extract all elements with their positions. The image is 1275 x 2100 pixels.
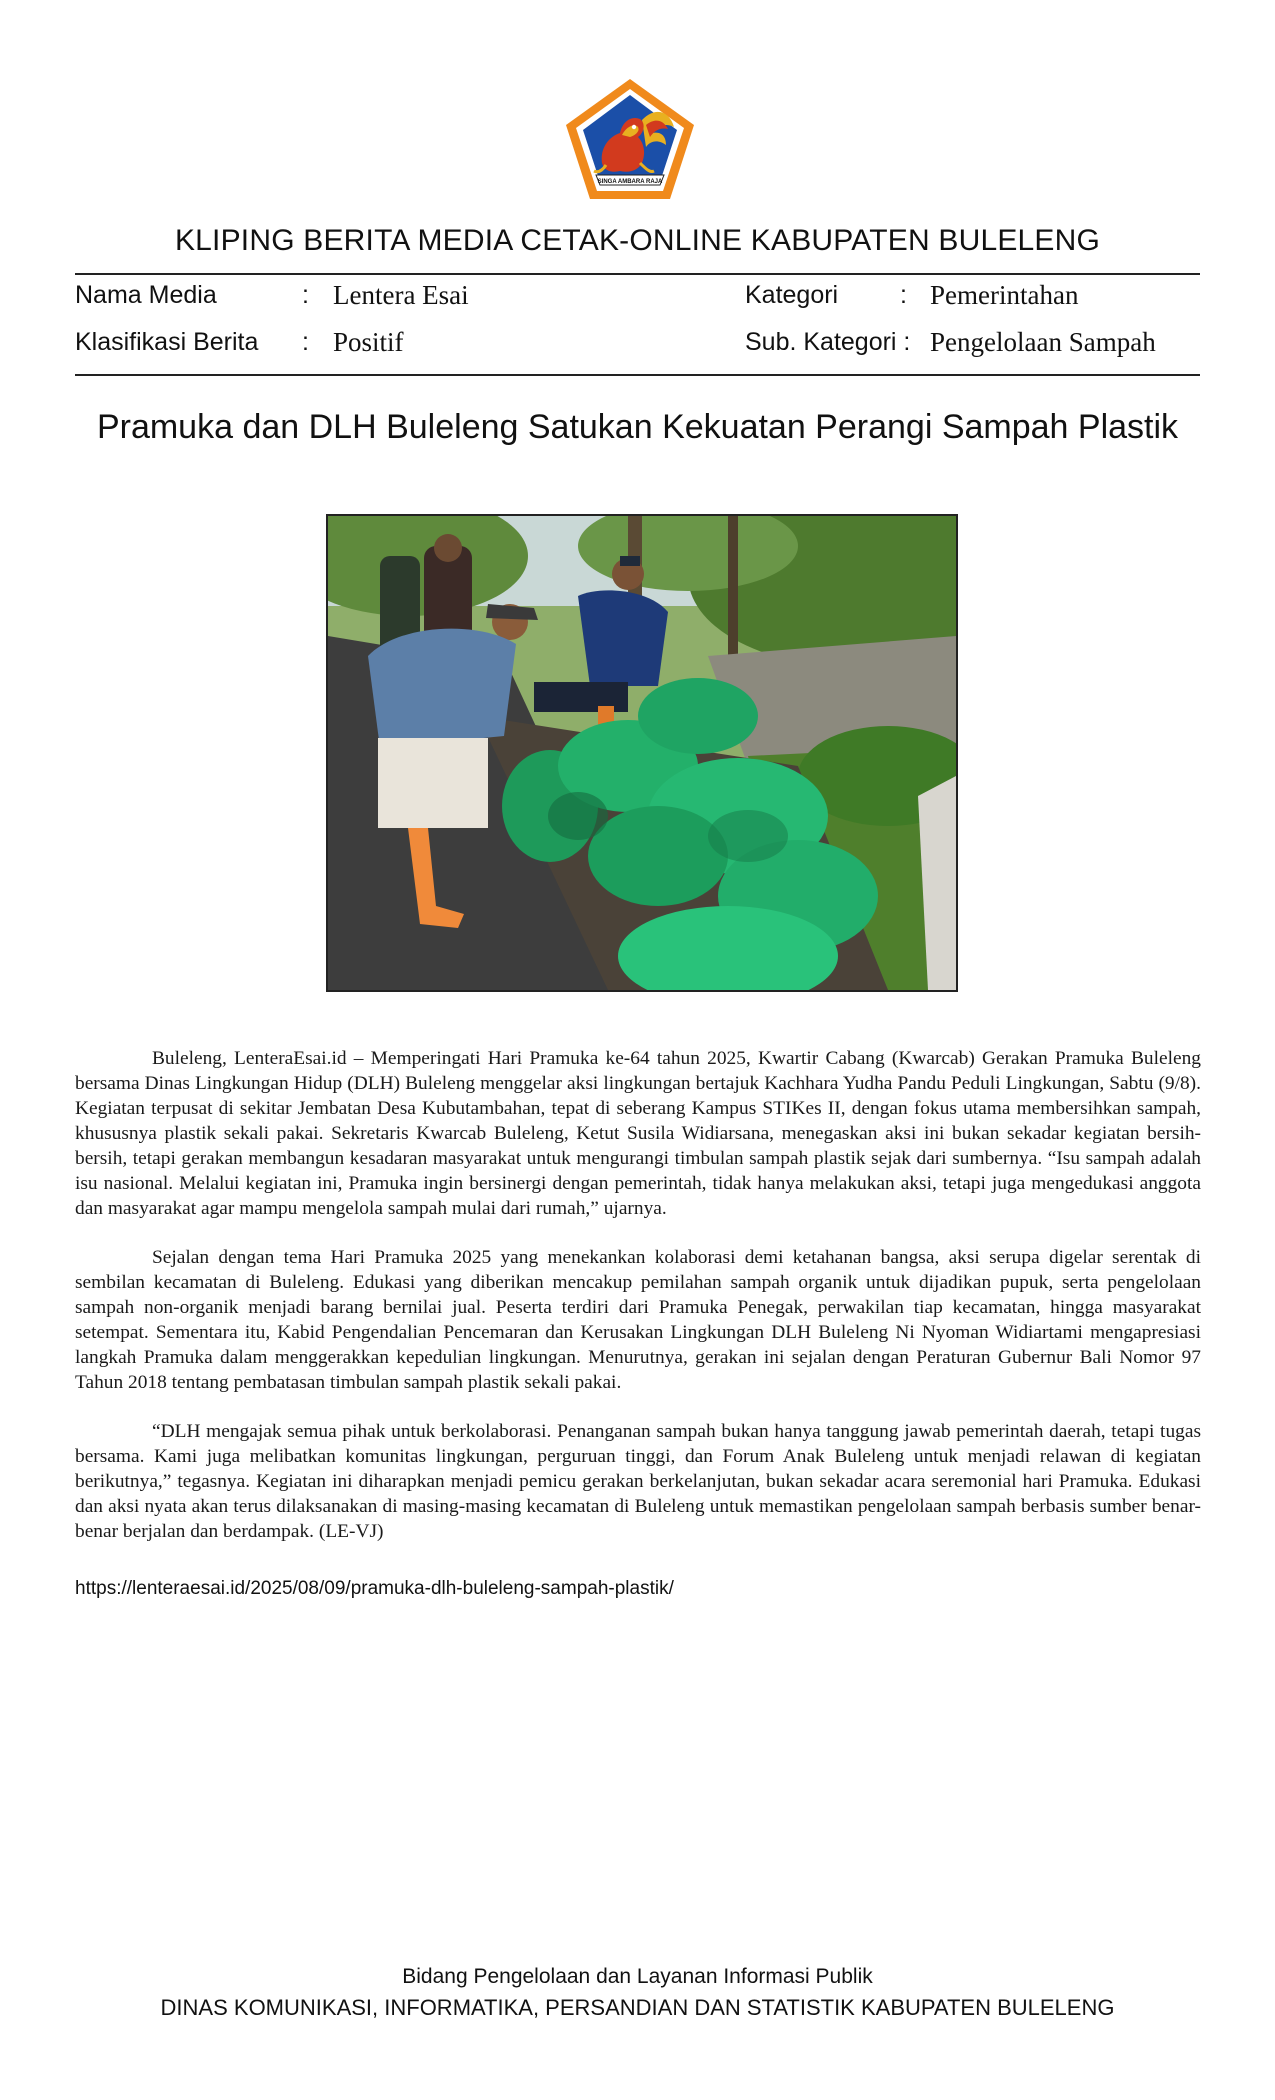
article-photo [326,514,958,992]
footer-division: Bidang Pengelolaan dan Layanan Informasi Publik [402,1965,873,1988]
article-headline: Pramuka dan DLH Buleleng Satukan Kekuatan Perangi Sampah Plastik [96,408,1179,446]
news-classification-value: Positif [333,327,404,357]
subcategory-value: Pengelolaan Sampah [930,327,1156,357]
article-paragraph-3: “DLH mengajak semua pihak untuk berkolaborasi. Penanganan sampah bukan hanya tanggung jawab pemerintah daerah, tetapi tugas bersama. Kami juga melibatkan komunitas lingkungan, perguruan tinggi, dan Forum Anak Buleleng untuk menjadi relawan di kegiatan berikutnya,” tegasnya. Kegiatan ini diharapkan menjadi pemicu gerakan berkelanjutan, bukan sekadar acara seremonial hari Pramuka. Edukasi dan aksi nyata akan terus dilaksanakan di masing-masing kecamatan di Buleleng untuk memastikan pengelolaan sampah berbasis sumber benar-benar berjalan dan berdampak. (LE-VJ) [75,1421,1201,1542]
category-colon: : [900,281,907,309]
clipping-header-title: KLIPING BERITA MEDIA CETAK-ONLINE KABUPATEN BULELENG [174,224,1101,257]
news-classification-colon: : [302,328,309,356]
media-name-value: Lentera Esai [333,280,469,310]
buleleng-regency-logo [562,75,698,203]
source-url: https://lenteraesai.id/2025/08/09/pramuka-dlh-buleleng-sampah-plastik/ [75,1578,674,1599]
category-label: Kategori [745,281,839,309]
header-divider-top [75,273,1200,275]
media-name-colon: : [302,281,309,309]
news-classification-label: Klasifikasi Berita [75,328,259,356]
media-name-label: Nama Media [75,281,217,309]
category-value: Pemerintahan [930,280,1079,310]
article-paragraph-2: Sejalan dengan tema Hari Pramuka 2025 yang menekankan kolaborasi demi ketahanan bangsa, aksi serupa digelar serentak di sembilan kecamatan di Buleleng. Edukasi yang diberikan mencakup pemilahan sampah organik untuk dijadikan pupuk, serta pengelolaan sampah non-organik menjadi barang bernilai jual. Peserta terdiri dari Pramuka Penegak, perwakilan tiap kecamatan, hingga masyarakat setempat. Sementara itu, Kabid Pengendalian Pencemaran dan Kerusakan Lingkungan DLH Buleleng Ni Nyoman Widiartami mengapresiasi langkah Pramuka dalam menggerakkan kepedulian lingkungan. Menurutnya, gerakan ini sejalan dengan Peraturan Gubernur Bali Nomor 97 Tahun 2018 tentang pembatasan timbulan sampah plastik sekali pakai. [75,1247,1201,1393]
logo-motto: SINGA AMBARA RAJA [597,179,663,185]
header-divider-bottom [75,374,1200,376]
subcategory-label: Sub. Kategori : [745,328,911,356]
article-body [75,1046,1201,1568]
footer-agency: DINAS KOMUNIKASI, INFORMATIKA, PERSANDIAN DAN STATISTIK KABUPATEN BULELENG [160,1995,1115,2020]
article-paragraph-1: Buleleng, LenteraEsai.id – Memperingati Hari Pramuka ke-64 tahun 2025, Kwartir Cabang (Kwarcab) Gerakan Pramuka Buleleng bersama Dinas Lingkungan Hidup (DLH) Buleleng menggelar aksi lingkungan bertajuk Kachhara Yudha Pandu Peduli Lingkungan, Sabtu (9/8). Kegiatan terpusat di sekitar Jembatan Desa Kubutambahan, tepat di seberang Kampus STIKes II, dengan fokus utama membersihkan sampah, khususnya plastik sekali pakai. Sekretaris Kwarcab Buleleng, Ketut Susila Widiarsana, menegaskan aksi ini bukan sekadar kegiatan bersih-bersih, tetapi gerakan membangun kesadaran masyarakat untuk mengurangi timbulan sampah plastik sejak dari sumbernya. “Isu sampah adalah isu nasional. Melalui kegiatan ini, Pramuka ingin bersinergi dengan pemerintah, tidak hanya melakukan aksi, tetapi juga mengedukasi anggota dan masyarakat agar mampu mengelola sampah mulai dari rumah,” ujarnya. [75,1048,1201,1219]
